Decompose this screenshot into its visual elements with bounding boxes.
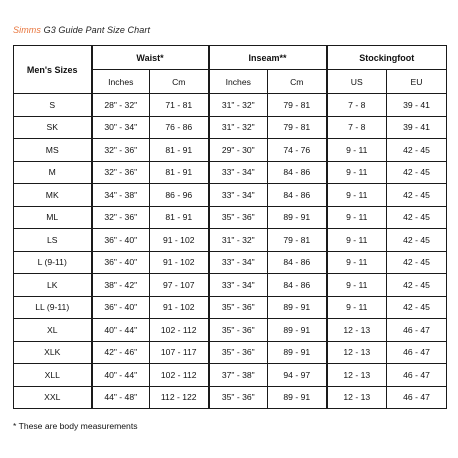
cell-inseam-cm: 84 - 86: [268, 161, 327, 184]
cell-inseam-inches: 33" - 34": [209, 161, 268, 184]
cell-inseam-cm: 79 - 81: [268, 229, 327, 252]
cell-inseam-cm: 89 - 91: [268, 386, 327, 409]
cell-stockingfoot-us: 9 - 11: [327, 274, 387, 297]
table-row: [14, 229, 447, 252]
header-group-row: [14, 46, 447, 70]
cell-stockingfoot-us: 12 - 13: [327, 386, 387, 409]
table-row: [14, 251, 447, 274]
cell-inseam-cm: 84 - 86: [268, 184, 327, 207]
cell-waist-inches: 38" - 42": [92, 274, 150, 297]
cell-size-label: MK: [14, 184, 92, 207]
cell-stockingfoot-us: 12 - 13: [327, 364, 387, 387]
cell-stockingfoot-eu: 39 - 41: [387, 94, 447, 117]
cell-inseam-cm: 89 - 91: [268, 206, 327, 229]
cell-stockingfoot-us: 9 - 11: [327, 184, 387, 207]
cell-waist-inches: 44" - 48": [92, 386, 150, 409]
cell-waist-inches: 36" - 40": [92, 296, 150, 319]
cell-stockingfoot-eu: 42 - 45: [387, 184, 447, 207]
cell-waist-cm: 81 - 91: [150, 161, 209, 184]
header-waist: Waist*: [92, 46, 209, 70]
brand-name: Simms: [13, 25, 41, 35]
cell-stockingfoot-eu: 42 - 45: [387, 251, 447, 274]
cell-waist-cm: 86 - 96: [150, 184, 209, 207]
cell-size-label: ML: [14, 206, 92, 229]
cell-stockingfoot-eu: 42 - 45: [387, 161, 447, 184]
cell-waist-cm: 102 - 112: [150, 319, 209, 342]
cell-stockingfoot-eu: 42 - 45: [387, 274, 447, 297]
cell-inseam-cm: 89 - 91: [268, 341, 327, 364]
cell-stockingfoot-eu: 39 - 41: [387, 116, 447, 139]
cell-inseam-inches: 35" - 36": [209, 206, 268, 229]
cell-stockingfoot-us: 12 - 13: [327, 319, 387, 342]
cell-stockingfoot-us: 9 - 11: [327, 296, 387, 319]
cell-stockingfoot-us: 7 - 8: [327, 94, 387, 117]
cell-size-label: M: [14, 161, 92, 184]
cell-inseam-cm: 79 - 81: [268, 94, 327, 117]
cell-inseam-cm: 74 - 76: [268, 139, 327, 162]
cell-size-label: MS: [14, 139, 92, 162]
cell-inseam-inches: 37" - 38": [209, 364, 268, 387]
cell-inseam-inches: 35" - 36": [209, 296, 268, 319]
header-stockingfoot: Stockingfoot: [327, 46, 447, 70]
header-mens-sizes: Men's Sizes: [14, 46, 92, 94]
table-row: [14, 386, 447, 409]
cell-stockingfoot-eu: 42 - 45: [387, 139, 447, 162]
cell-waist-cm: 112 - 122: [150, 386, 209, 409]
size-chart-body: [14, 94, 447, 409]
header-stockingfoot-eu: EU: [387, 70, 447, 94]
cell-waist-inches: 36" - 40": [92, 251, 150, 274]
header-waist-inches: Inches: [92, 70, 150, 94]
cell-stockingfoot-eu: 42 - 45: [387, 229, 447, 252]
cell-waist-inches: 30" - 34": [92, 116, 150, 139]
cell-inseam-inches: 35" - 36": [209, 386, 268, 409]
cell-waist-cm: 81 - 91: [150, 206, 209, 229]
cell-stockingfoot-eu: 42 - 45: [387, 296, 447, 319]
cell-size-label: XXL: [14, 386, 92, 409]
header-inseam-cm: Cm: [268, 70, 327, 94]
cell-stockingfoot-us: 9 - 11: [327, 206, 387, 229]
table-row: [14, 274, 447, 297]
table-row: [14, 161, 447, 184]
cell-stockingfoot-eu: 46 - 47: [387, 386, 447, 409]
cell-waist-inches: 40" - 44": [92, 364, 150, 387]
cell-waist-cm: 81 - 91: [150, 139, 209, 162]
cell-waist-cm: 91 - 102: [150, 229, 209, 252]
page-title: [13, 25, 150, 35]
table-row: [14, 139, 447, 162]
cell-size-label: XL: [14, 319, 92, 342]
cell-inseam-cm: 84 - 86: [268, 274, 327, 297]
cell-waist-inches: 32" - 36": [92, 206, 150, 229]
cell-inseam-cm: 89 - 91: [268, 319, 327, 342]
cell-size-label: L (9-11): [14, 251, 92, 274]
cell-inseam-inches: 35" - 36": [209, 341, 268, 364]
cell-inseam-cm: 84 - 86: [268, 251, 327, 274]
cell-size-label: LK: [14, 274, 92, 297]
cell-size-label: LL (9-11): [14, 296, 92, 319]
cell-inseam-inches: 33" - 34": [209, 184, 268, 207]
cell-inseam-cm: 89 - 91: [268, 296, 327, 319]
table-row: [14, 341, 447, 364]
cell-waist-inches: 28" - 32": [92, 94, 150, 117]
cell-waist-inches: 32" - 36": [92, 161, 150, 184]
cell-size-label: XLK: [14, 341, 92, 364]
chart-title-text: G3 Guide Pant Size Chart: [41, 25, 151, 35]
size-chart-table: [13, 45, 447, 409]
cell-stockingfoot-us: 7 - 8: [327, 116, 387, 139]
cell-waist-cm: 91 - 102: [150, 251, 209, 274]
cell-stockingfoot-us: 9 - 11: [327, 161, 387, 184]
header-stockingfoot-us: US: [327, 70, 387, 94]
table-row: [14, 116, 447, 139]
cell-inseam-inches: 31" - 32": [209, 116, 268, 139]
table-row: [14, 184, 447, 207]
cell-waist-inches: 36" - 40": [92, 229, 150, 252]
cell-stockingfoot-us: 12 - 13: [327, 341, 387, 364]
cell-waist-inches: 32" - 36": [92, 139, 150, 162]
cell-inseam-inches: 31" - 32": [209, 94, 268, 117]
cell-stockingfoot-us: 9 - 11: [327, 251, 387, 274]
cell-inseam-cm: 94 - 97: [268, 364, 327, 387]
table-row: [14, 296, 447, 319]
header-inseam: Inseam**: [209, 46, 327, 70]
cell-stockingfoot-eu: 46 - 47: [387, 364, 447, 387]
cell-waist-cm: 102 - 112: [150, 364, 209, 387]
cell-inseam-inches: 35" - 36": [209, 319, 268, 342]
cell-waist-cm: 97 - 107: [150, 274, 209, 297]
cell-stockingfoot-us: 9 - 11: [327, 229, 387, 252]
cell-size-label: LS: [14, 229, 92, 252]
cell-stockingfoot-eu: 46 - 47: [387, 341, 447, 364]
cell-waist-cm: 71 - 81: [150, 94, 209, 117]
table-row: [14, 364, 447, 387]
cell-stockingfoot-us: 9 - 11: [327, 139, 387, 162]
cell-waist-inches: 40" - 44": [92, 319, 150, 342]
cell-inseam-inches: 33" - 34": [209, 251, 268, 274]
cell-waist-cm: 107 - 117: [150, 341, 209, 364]
cell-inseam-inches: 31" - 32": [209, 229, 268, 252]
table-row: [14, 206, 447, 229]
cell-size-label: SK: [14, 116, 92, 139]
cell-size-label: S: [14, 94, 92, 117]
cell-size-label: XLL: [14, 364, 92, 387]
cell-inseam-inches: 33" - 34": [209, 274, 268, 297]
cell-inseam-cm: 79 - 81: [268, 116, 327, 139]
table-row: [14, 94, 447, 117]
cell-waist-inches: 34" - 38": [92, 184, 150, 207]
header-waist-cm: Cm: [150, 70, 209, 94]
cell-waist-inches: 42" - 46": [92, 341, 150, 364]
cell-inseam-inches: 29" - 30": [209, 139, 268, 162]
cell-stockingfoot-eu: 46 - 47: [387, 319, 447, 342]
cell-waist-cm: 91 - 102: [150, 296, 209, 319]
cell-waist-cm: 76 - 86: [150, 116, 209, 139]
cell-stockingfoot-eu: 42 - 45: [387, 206, 447, 229]
table-row: [14, 319, 447, 342]
footnote: * These are body measurements: [13, 421, 138, 431]
header-inseam-inches: Inches: [209, 70, 268, 94]
